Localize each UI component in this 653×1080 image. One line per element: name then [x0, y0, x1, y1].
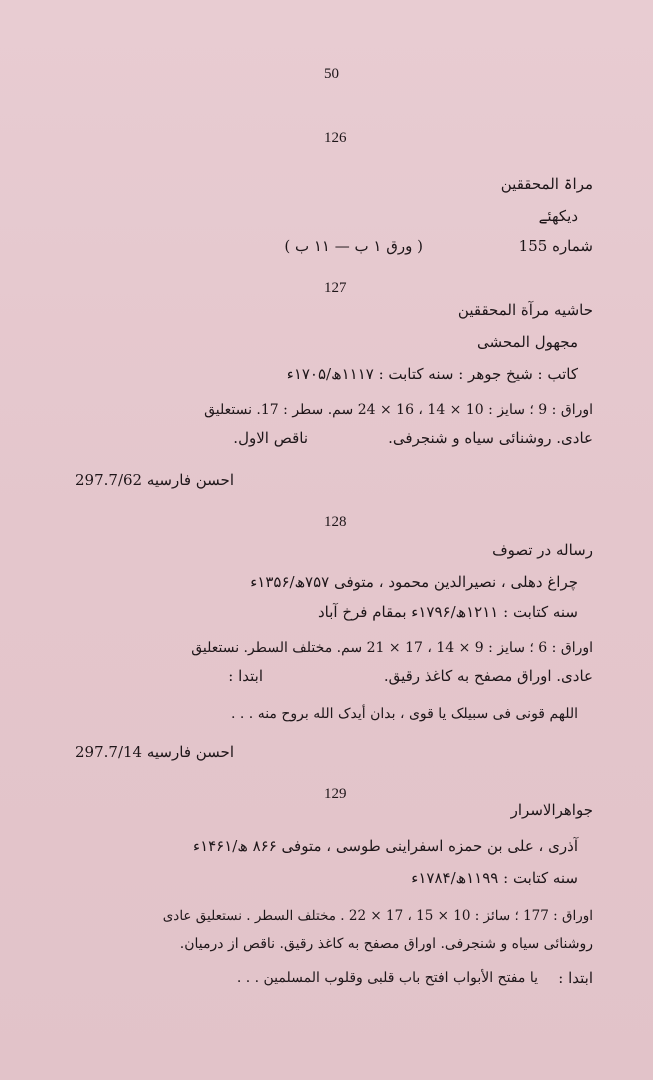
entry-line: دیکھئے — [538, 207, 578, 225]
entry-number: 127 — [324, 280, 347, 296]
entry-line: سنه کتابت : ۱۱۹۹ھ/۱۷۸۴ء — [411, 869, 578, 887]
shelf-mark: احسن فارسیه 297.7/62 — [75, 471, 234, 489]
entry-line: عادی. روشنائی سیاه و شنجرفی. — [388, 429, 593, 447]
entry-line: یا مفتح الأبواب افتح باب قلبی وقلوب المسلمین . . . — [236, 970, 538, 986]
page-number: 50 — [324, 66, 339, 82]
entry-number: 128 — [324, 514, 347, 530]
entry-line: اللهم قونی فی سبیلک یا قوی ، بدان أیدک الله بروح منه . . . — [231, 706, 578, 722]
entry-line: شماره 155 — [518, 237, 593, 255]
entry-title: رساله در تصوف — [492, 541, 593, 559]
entry-line: چراغ دهلی ، نصیرالدین محمود ، متوفی ۷۵۷ھ/۱۳۵۶ء — [250, 573, 578, 591]
entry-line: ( ورق ۱ ب — ۱۱ ب ) — [284, 237, 423, 255]
entry-line: عادی. اوراق مصفح به کاغذ رقیق. — [383, 667, 593, 685]
entry-title: مراۃ المحققین — [500, 175, 593, 193]
entry-line: اوراق : 6 ؛ سایز : 9 × 14 ، 17 × 21 سم. مختلف السطر. نستعلیق — [191, 640, 593, 656]
entry-number: 126 — [324, 130, 347, 146]
entry-line: ابتدا : — [228, 667, 263, 685]
entry-line: ناقص الاول. — [233, 429, 308, 447]
entry-title: جواهرالاسرار — [510, 801, 593, 819]
entry-number: 129 — [324, 786, 347, 802]
shelf-mark: احسن فارسیه 297.7/14 — [75, 743, 234, 761]
entry-line: آذری ، علی بن حمزه اسفراینی طوسی ، متوفی ۸۶۶ ھ/۱۴۶۱ء — [193, 837, 578, 855]
entry-line-label: ابتدا : — [558, 969, 593, 987]
entry-line: اوراق : 177 ؛ سائز : 10 × 15 ، 17 × 22 . مختلف السطر . نستعلیق عادی — [162, 908, 593, 924]
entry-line: اوراق : 9 ؛ سایز : 10 × 14 ، 16 × 24 سم. سطر : 17. نستعلیق — [204, 402, 593, 418]
entry-line: کاتب : شیخ جوهر : سنه کتابت : ۱۱۱۷ھ/۱۷۰۵ء — [286, 365, 578, 383]
entry-line: روشنائی سیاه و شنجرفی. اوراق مصفح به کاغذ رقیق. ناقص از درمیان. — [179, 936, 593, 952]
entry-line: مجهول المحشی — [476, 333, 578, 351]
entry-line: سنه کتابت : ۱۲۱۱ھ/۱۷۹۶ء بمقام فرخ آباد — [317, 603, 578, 621]
entry-title: حاشیه مرآة المحققین — [457, 301, 593, 319]
